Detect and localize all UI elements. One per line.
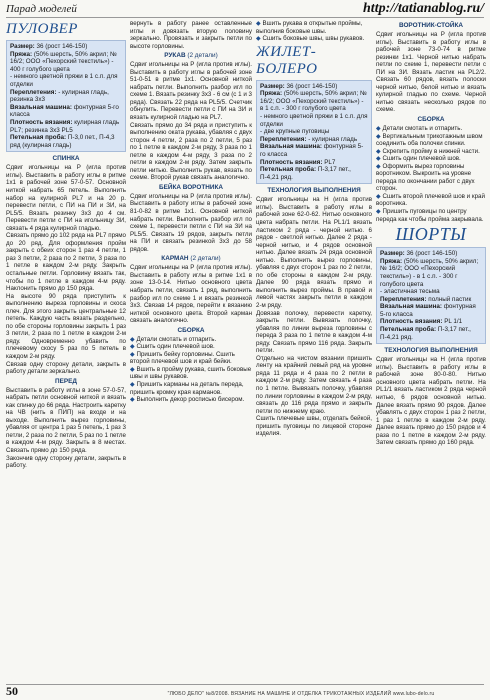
column-bolero [256, 20, 372, 682]
info-line: Пряжа: (50% шерсть, 50% акрил; № 16/2; ООО «Пехорский текстиль») - в 1 с.п. - 300 г голубого цвета [380, 257, 479, 288]
info-line: Размер: 36 (рост 146-150) [260, 82, 338, 90]
technique-text-1: Сдвиг игольницы на Н (игла против иглы). Выставить в работу иглы в рабочей зоне 62-0-62. Нитью основного цвета набрать петли. На PL1/1 вязать ластиком 2 ряда - черной нитью. 6 рядов - светлой нитью. Далее 2 ряда - черной нитью, и 4 рядов основной нитью. Далее вязать 24 ряда основной нитью. Выполнить вырез горловины, убавляя с двух сторон 1 раз по 2 петли, по обе стороны в каждом 2-м ряду. Далее 90 ряда вязать прямо и выполнить вырез проймы. В правой и левой частях закрыть петли в каждом 2-м ряду. [256, 196, 372, 310]
stand-collar-text: Сдвиг игольницы на Р (игла против иглы). Выставить в работу иглы в рабочей зоне 73-0-74 в ритме резинки 1х1. Черной нитью набрать петли по схеме 1, перевести петли с ПИ на ЗИ. Вязать ластик на PL2/2. Связать 60 рядов, вязать полоски черной нитью, белой нитью и вязать кулирной гладью по схеме. Черной нитью связать несколько рядов по схеме. [376, 31, 486, 114]
pullover-title: ПУЛОВЕР [6, 21, 78, 37]
assembly-step: ◆ Вшить рукава в открытые проймы, выполнив боковые швы. [256, 20, 363, 35]
continued-text: вернуть в работу ранее оставленные иглы и довязать вторую половину зеркально. Провязать и закрыть петли по высоте горловины. [130, 20, 252, 50]
header-divider [6, 17, 484, 18]
assembly-heading: СБОРКА [417, 116, 445, 124]
sleeve-heading: РУКАВ (2 детали) [164, 52, 218, 60]
shorts-info-box [376, 247, 486, 344]
shorts-technique-text: Сдвиг игольницы на Н (игла против иглы). Выставить в работу иглы в рабочей зоне 80-0-80. Нитью основного цвета набрать петли. На PL1/1 вязать ластиком 2 ряда черной нитью, 6 рядов основной нитью. Далее вязать прямо 90 рядов. Далее убавлять с двух сторон 1 раз 2 петли, 1 раз 1 петлю в каждом 2-м ряду. Далее вязать прямо до 150 рядов и 4 раза по 1 петле в каждом 2-м ряду. Затем связать прямо до 160 ряда. [376, 356, 486, 447]
collar-band-text: Сдвиг игольницы на Р (игла против иглы). Выставить в работу иглы в рабочей зоне 81-0-82 в ритме 1х1. Основной ниткой набрать петли. Выполнить разбор игл по схеме 1, перевести петли с ПИ на ЗИ на PL5/5. Связать 19 рядов, закрыть петли на ПИ и связать резинкой 3х3 до 58 рядов. [130, 192, 252, 253]
technique-text-2: Довязав полочку, перевести каретку, закрыть петли. Вывязать полочку, убавляя по линии выреза горловины с переда 3 раза по 1 петле в каждом 4-м ряду. Связать прямо 116 ряда. Закрыть петли. [256, 309, 372, 355]
pullover-info-box [6, 40, 126, 152]
footer-divider [6, 684, 484, 685]
assembly-heading: СБОРКА [177, 326, 205, 334]
column-pullover [6, 20, 126, 682]
back-heading: СПИНКА [52, 155, 80, 163]
info-line: - немного цветной пряжи в 1 с.п. для отделки [260, 113, 368, 128]
info-line: Вязальная машина: фонтурная 5-го класса [260, 143, 364, 158]
info-line: Плотность вязания: PL 1/1 [380, 318, 463, 326]
assembly-step: ◆ Вертикальным трикотажным швом соединить оба полочки спинки. [376, 132, 483, 148]
stand-collar-heading: ВОРОТНИК-СТОЙКА [399, 22, 463, 29]
front-text-1: Выставить в работу иглы в зоне 57-0-57, набрать петли основной ниткой и вязать как спинку до 66 ряда. Настроить каретку на ЧВ (нить в ПИП) на входе и на выходе. Выполнить вырез горловины, убавляя от центра 1 раз 5 петель, 1 раз 3 петли, 2 раза по 2 петли, 5 раз по 1 петле в каждом 4-м ряду. Закрыть в 8 местах. Связать прямо до 150 ряда. [6, 386, 126, 454]
assembly-step: ◆ Оформить вырез горловины воротником. Выкроить на уровне переда по окончании работ с двух сторон. [376, 162, 475, 193]
assembly-step: ◆ Детали смотать и отпарить. [130, 335, 217, 343]
assembly-step: ◆ Детали смотать и отпарить. [376, 125, 463, 133]
assembly-step: ◆ Вшить в пройму рукава, сшить боковые швы и швы рукавов. [130, 365, 252, 381]
front-text-2: Закончив одну сторону детали, закрыть в работу. [6, 454, 126, 470]
column-shorts [376, 20, 486, 682]
bolero-info-box [256, 80, 372, 185]
info-line: Петельная проба: П-3,0 пет., П-4,3 ряд (кулирная гладь) [10, 134, 115, 149]
column-sleeve [130, 20, 252, 682]
technique-text-4: Сшить плечевые швы, отделать бейкой, пришить пуговицы по лицевой стороне изделия. [256, 415, 372, 438]
assembly-step: ◆ Сшить боковые швы, швы рукавов. [256, 35, 365, 43]
info-line: Переплетения: полный пастик [380, 295, 472, 303]
back-text-2: Связать прямо до 102 ряда на PL7 прямо до 20 ряд. Для оформления пройм закрыть с обеих сторон 1 раз 4 петли, 1 раз 3 петли, 2 раза по 2 петли, 3 раза по 1 петле в каждом 2-м ряду. Закрыть остальные петли. Горловину вязать так, чтобы по 1 петле в каждом 4-м ряду. Наклонить прямо до 150 ряда. [6, 232, 126, 293]
shorts-technique-heading: ТЕХНОЛОГИЯ ВЫПОЛНЕНИЯ [384, 347, 478, 355]
back-text-4: Связав одну сторону детали, закрыть в работу детали зеркально. [6, 360, 126, 376]
back-text-3: На высоте 90 ряда приступить к выполнению выреза горловины и скоса плеч. Для этого закрыть центральные 12 петель. Каждую часть вязать раздельно, по обе стороны горловины закрыть 1 раз 3 петли, 2 раза по 1 петле в каждом 2-м ряду. Одновременно убавить по плечевому скосу 5 раз по 5 петель в каждом 2-м ряду. [6, 292, 126, 360]
front-heading: ПЕРЕД [55, 377, 77, 385]
assembly-step: ◆ Выполнить декор росписью бисером. [130, 396, 245, 404]
watermark-url[interactable]: http://tatianablog.ru/ [363, 1, 484, 16]
info-line: Размер: 36 (рост 146-150) [380, 250, 458, 258]
info-line: Петельная проба: П-3,17 пет., П-4,21 ряд. [380, 326, 471, 341]
info-line: Плотность вязания: PL7 [260, 158, 336, 166]
assembly-step: ◆ Пришить карманы на деталь переда, пришить кромку края карманов. [130, 380, 244, 396]
technique-heading: ТЕХНОЛОГИЯ ВЫПОЛНЕНИЯ [267, 187, 361, 195]
info-line: Плотность вязания: кулирная гладь PL7; резинка 3х3 PL5 [10, 118, 120, 134]
assembly-step: ◆ Сшить второй плечевой шов и край воротника. [376, 192, 485, 208]
info-line: Размер: 36 (рост 146-150) [10, 43, 88, 50]
pocket-heading: КАРМАН (2 детали) [161, 255, 221, 263]
footer-text: "ЛЮБО ДЕЛО" №8/2008. ВЯЗАНИЕ НА МАШИНЕ И ОТДЕЛКА ТРИКОТАЖНЫХ ИЗДЕЛИЙ www.lubo-delo.ru [167, 691, 435, 697]
assembly-step: ◆ Скрепить пройму в нижней части. [376, 147, 480, 155]
bolero-title: ЖИЛЕТ-БОЛЕРО [256, 43, 318, 77]
info-line: Петельная проба: П-3,17 пет., П-4,21 ряд. [260, 166, 351, 181]
collar-band-heading: БЕЙКА ВОРОТНИКА [159, 183, 223, 191]
page-number: 50 [6, 684, 18, 698]
sleeve-text-1: Сдвиг игольницы на Р (игла против иглы). Выставить в работу иглы в рабочей зоне 51-0-51 в ритме 1х1. Основной ниткой набрать петли. Выполнить разбор игл по схеме 1. Вязать резинку 3х3 - 6 см (с 1 и 3 ряда). Связать 22 ряда на PL5/5. Счетчик обнулить. Перевести петли с ПИ на ЗИ и вязать кулирной гладью на PL7. [130, 61, 252, 122]
assembly-step: ◆ Сшить один плечевой шов. [376, 155, 461, 163]
info-line: Вязальная машина: фонтурная 5-го класса [10, 103, 119, 119]
info-line: Пряжа: (50% шерсть, 50% акрил; № 16/2; ООО «Пехорский текстиль») - 400 г голубого цвета [10, 50, 117, 73]
pocket-text: Сдвиг игольницы на Р (игла против иглы). Выставить в работу иглы в ритме 1х1 в зоне 13-0-14. Нитью основного цвета набрать петли, связать 1 ряд, выполнить разбор игл по схеме 1 и вязать резинкой 3х3. Связав 14 рядов, перейти к вязанию ниткой основного цвета. Второй карман связать аналогично. [130, 264, 252, 325]
assembly-step: ◆ Пришить бейку горловины. Сшить второй плечевой шов и край бейки. [130, 350, 235, 366]
info-line: Вязальная машина: фонтурная 5-го класса [380, 303, 476, 318]
info-line: Переплетения: - кулирная гладь [260, 135, 358, 143]
section-header: Парад моделей [6, 3, 77, 15]
info-line: Пряжа: (50% шерсть, 50% акрил; № 16/2; ООО «Пехорский текстиль») - в 1 с.п. - 300 г голубого цвета [260, 90, 367, 113]
assembly-step: ◆ Сшить один плечевой шов. [130, 343, 215, 351]
shorts-title: ШОРТЫ [395, 224, 467, 245]
info-line: Переплетения: - кулирная гладь, резинка 3х3 [10, 88, 109, 104]
sleeve-text-2: Связать прямо до 34 ряда и приступить к выполнению оката рукава, убавляя с двух сторон 4 петли, 2 раза по 2 петли, 5 раз по 1 петле в каждом 2-м ряду, 3 раза по 1 петле в каждом 4-м ряду, 3 раза по 2 петли в каждом 2-м ряду. Затем закрыть петли нитью. Выполнить рукав, вязать по схеме. Второй рукав связать аналогично. [130, 121, 252, 182]
assembly-step: ◆ Пришить пуговицы по центру переда как чтобы пройма закрывала. [376, 208, 484, 223]
info-line: - две крупные пуговицы [260, 128, 330, 136]
back-text-1: Сдвиг игольницы на Р (игла против иглы). Выставить в работу иглы в ритме 1х1 в рабочей зоне 57-0-57. Основной ниткой набрать 65 петель. Выполнить набор на кулирной PL7 и на 20 р. перевести петли, с ПИ на ПИ и ЗИ, на PL5/5. Вязать резинку 3х3 до 4 см. Перевести петли с ПИ на игольницу ЗИ, связать 4 ряда кулирной гладью. [6, 164, 126, 232]
info-line: - эластичная тесьма [380, 288, 440, 296]
technique-text-3: Отдельно на чистом вязании пришить ленту на крайний левый ряд на уровне ряда 11 ряда и 4 раза по 2 петли в каждом 2-м ряду. Затем связать 4 раза по 1 петле. Вывязать полочку, убавляя по линии горловины в каждом 2-м ряду, связать до 116 ряда прямо и закрыть петли по нижнему краю. [256, 354, 372, 415]
info-line: - немного цветной пряжи в 1 с.п. для отделки [10, 73, 118, 88]
